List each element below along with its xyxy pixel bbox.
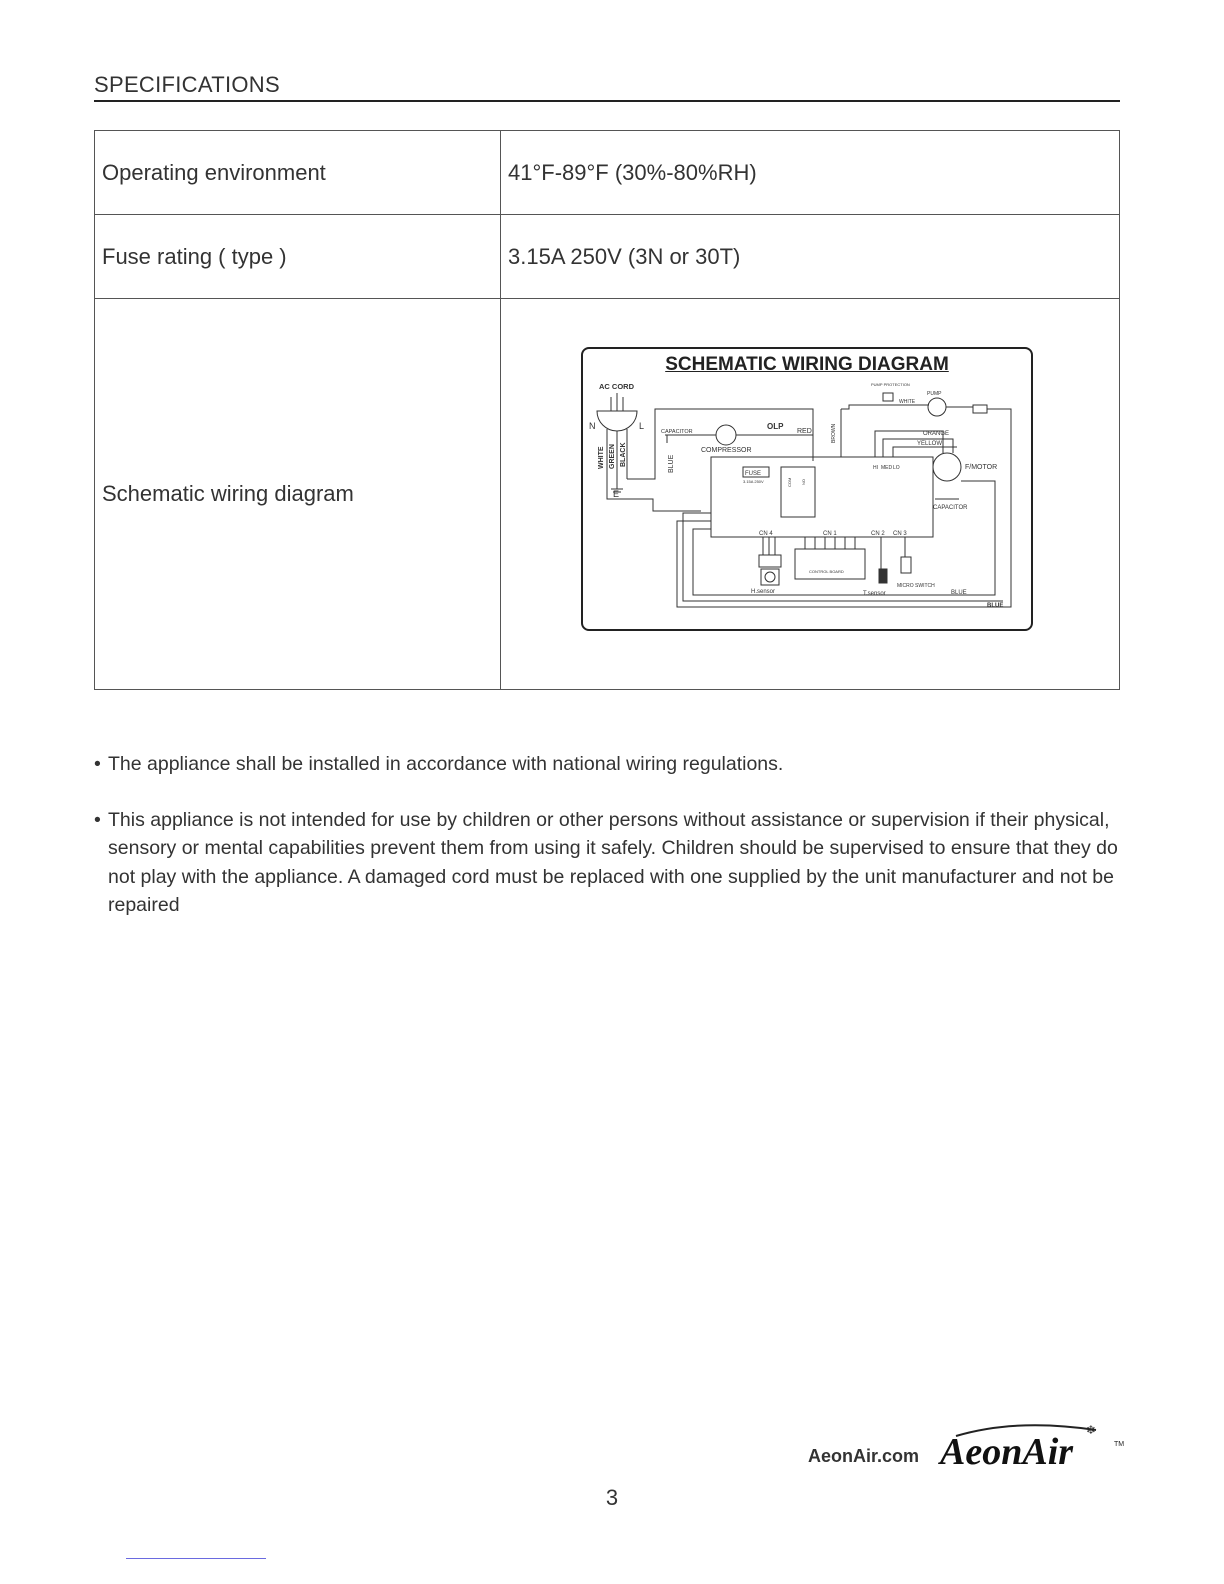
- bullet-icon: •: [94, 753, 101, 775]
- wire-blue-bottom-label: BLUE: [951, 590, 967, 596]
- speed-hi-label: HI: [873, 465, 878, 471]
- speed-lo-label: LO: [893, 465, 900, 471]
- micro-switch-label: MICRO SWITCH: [897, 583, 935, 589]
- wire-white-pump-label: WHITE: [899, 399, 916, 405]
- snowflake-icon: ❄: [1086, 1423, 1097, 1437]
- t-sensor-icon: [879, 569, 887, 583]
- wire-blue-label: BLUE: [668, 454, 675, 473]
- brand-logo-text: AeonAir: [940, 1431, 1074, 1470]
- pump-protection-label: PUMP PROTECTION: [871, 382, 910, 387]
- diagram-title: SCHEMATIC WIRING DIAGRAM: [665, 354, 949, 375]
- table-row: [95, 299, 1120, 690]
- h-sensor-label: H.sensor: [751, 589, 776, 595]
- diagram-cell: [501, 299, 1120, 690]
- micro-switch-icon: [901, 557, 911, 573]
- footer-url[interactable]: AeonAir.com: [808, 1446, 920, 1466]
- table-row: [95, 215, 1120, 299]
- row-value: 41°F-89°F (30%-80%RH): [501, 131, 1120, 215]
- section-title: SPECIFICATIONS: [94, 72, 280, 97]
- fan-motor-label: F/MOTOR: [965, 464, 998, 471]
- ac-cord-label: AC CORD: [599, 382, 634, 391]
- earth-label: E: [613, 489, 620, 499]
- pump-label: PUMP: [927, 391, 942, 397]
- section-divider: [94, 100, 1120, 102]
- wire-orange-label: ORANGE: [923, 431, 950, 437]
- wire-white-label: WHITE: [598, 446, 605, 469]
- wire-blue-right-label: BLUE: [987, 603, 1004, 609]
- footer-divider: [126, 1558, 266, 1559]
- cn2-label: CN 2: [871, 531, 885, 537]
- wire-green-label: GREEN: [609, 444, 616, 469]
- pump-icon: [928, 398, 946, 416]
- fan-motor-icon: [933, 453, 961, 481]
- cn3-label: CN 3: [893, 531, 907, 537]
- row-label: Operating environment: [95, 131, 501, 215]
- h-sensor-icon: [765, 572, 775, 582]
- plug-icon: [597, 411, 637, 431]
- list-item: [94, 750, 1124, 779]
- live-label: L: [639, 421, 645, 431]
- fuse-rating-label: 3.15A 250V: [743, 479, 764, 484]
- trademark-label: TM: [1114, 1441, 1125, 1448]
- bullet-icon: •: [94, 808, 101, 831]
- relay-no-label: NO: [801, 479, 806, 485]
- brand-logo: [936, 1420, 1132, 1470]
- wire-yellow-label: YELLOW: [917, 441, 943, 447]
- motor-capacitor-label: CAPACITOR: [933, 505, 968, 511]
- control-board-label: CONTROL BOARD: [809, 569, 844, 574]
- fuse-label: FUSE: [745, 471, 762, 477]
- page-number: 3: [605, 1485, 619, 1510]
- note-text: This appliance is not intended for use by children or other persons without assistance or supervision if their physical, sensory or mental capabilities prevent them from using it safely. Children should be supervised to ensure that they do not play with the appliance. A damaged cord must be replaced with one supplied by the unit manufacturer and not be repaired: [108, 808, 1118, 916]
- neutral-label: N: [589, 421, 596, 431]
- wire-brown-label: BROWN: [831, 423, 837, 443]
- wiring-schematic: [583, 349, 1031, 629]
- row-value: 3.15A 250V (3N or 30T): [501, 215, 1120, 299]
- wire-red-label: RED: [797, 428, 812, 435]
- t-sensor-label: T.sensor: [863, 591, 886, 597]
- wiring-diagram: [581, 347, 1033, 631]
- cn1-label: CN 1: [823, 531, 837, 537]
- speed-med-label: MED: [881, 465, 893, 471]
- control-board-icon: [711, 457, 933, 537]
- list-item: [94, 806, 1124, 920]
- row-label: Schematic wiring diagram: [95, 299, 501, 690]
- relay-com-label: COM: [787, 477, 792, 487]
- cn4-label: CN 4: [759, 531, 773, 537]
- notes-list: [94, 750, 1124, 947]
- compressor-icon: [716, 425, 736, 445]
- row-label: Fuse rating ( type ): [95, 215, 501, 299]
- capacitor-label: CAPACITOR: [661, 429, 693, 435]
- olp-label: OLP: [767, 422, 784, 431]
- compressor-label: COMPRESSOR: [701, 447, 752, 454]
- note-text: The appliance shall be installed in accordance with national wiring regulations.: [108, 753, 784, 775]
- wire-black-label: BLACK: [620, 442, 627, 467]
- table-row: [95, 131, 1120, 215]
- specifications-table: [94, 130, 1120, 690]
